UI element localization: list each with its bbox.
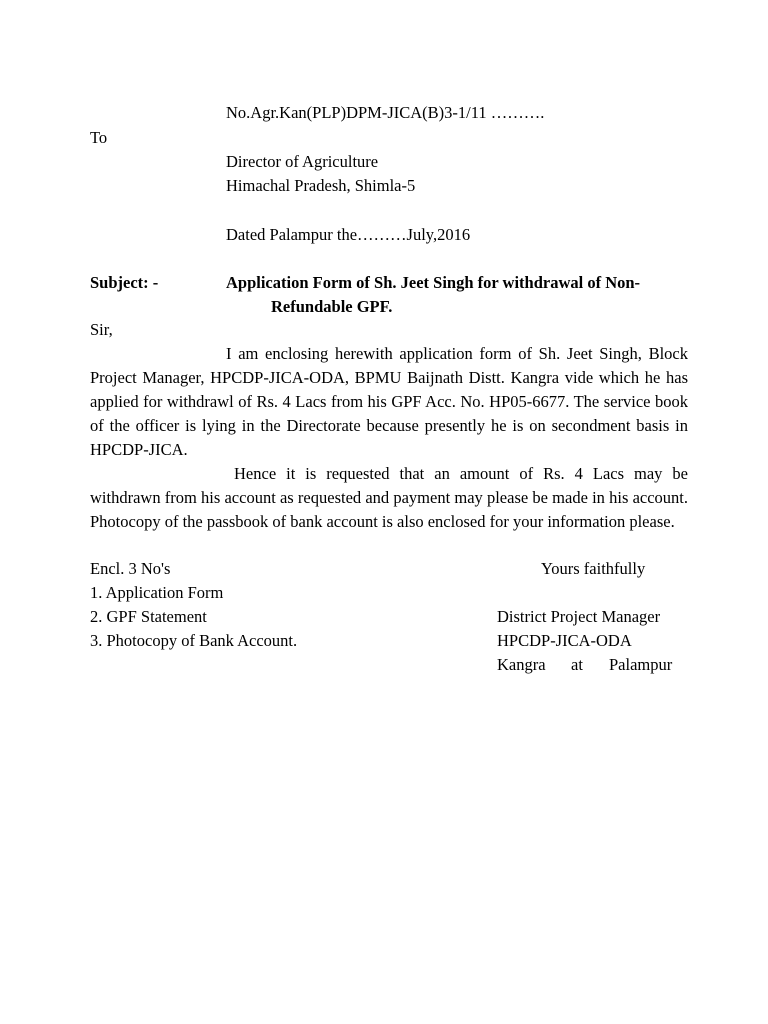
to-label: To: [90, 128, 108, 147]
subject-line-1: Application Form of Sh. Jeet Singh for withdrawal of Non-: [226, 273, 641, 292]
reference-number: No.Agr.Kan(PLP)DPM-JICA(B)3-1/11 ……….: [226, 103, 545, 122]
closing-yours-faithfully: Yours faithfully: [541, 559, 646, 578]
date-line: Dated Palampur the………July,2016: [226, 225, 471, 244]
subject-label: Subject: -: [90, 273, 159, 292]
enclosure-item: 1. Application Form: [90, 583, 224, 602]
enclosure-item: 3. Photocopy of Bank Account.: [90, 631, 298, 650]
subject-line-2: Refundable GPF.: [271, 297, 393, 316]
signatory-place-word: at: [571, 655, 583, 674]
enclosure-label: Encl. 3 No's: [90, 559, 171, 578]
signatory-place-word: Palampur: [609, 655, 673, 674]
enclosure-item: 2. GPF Statement: [90, 607, 207, 626]
salutation: Sir,: [90, 320, 113, 339]
signatory-designation: District Project Manager: [497, 607, 661, 626]
signatory-office: HPCDP-JICA-ODA: [497, 631, 632, 650]
signatory-place-word: Kangra: [497, 655, 546, 674]
body-paragraph-1: I am enclosing herewith application form of Sh. Jeet Singh, Block Project Manager, HPCDP-JICA-ODA, BPMU Baijnath Distt. Kangra vide which he has applied for withdrawl of Rs. 4 Lacs from his GPF Acc. No. HP05-6677. The service book of the officer is lying in the Directorate because presently he is on secondment basis in HPCDP-JICA.: [90, 344, 688, 459]
recipient-line-1: Director of Agriculture: [226, 152, 379, 171]
body-paragraph-2: Hence it is requested that an amount of Rs. 4 Lacs may be withdrawn from his account as requested and payment may please be made in his account. Photocopy of the passbook of bank account is also enclosed for your information please.: [90, 464, 688, 531]
recipient-line-2: Himachal Pradesh, Shimla-5: [226, 176, 416, 195]
